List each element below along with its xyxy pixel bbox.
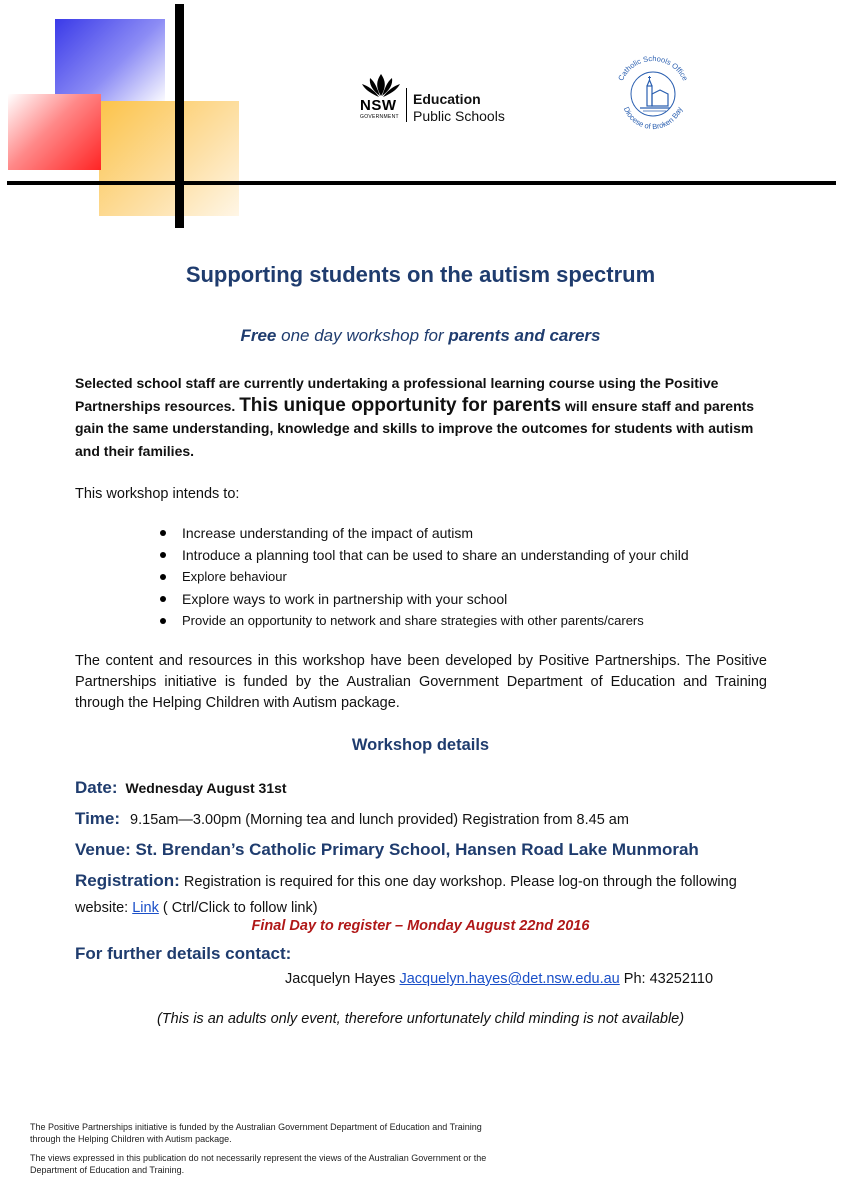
registration-row — [75, 868, 775, 921]
contact-email-link[interactable]: Jacquelyn.hayes@det.nsw.edu.au — [399, 971, 620, 987]
registration-text: Registration is required for this one day workshop. Please log-on through the following website: — [75, 874, 737, 916]
decorative-vertical-bar — [175, 4, 184, 228]
registration-link[interactable]: Link — [132, 900, 159, 916]
bullet-icon — [160, 596, 166, 602]
registration-label: Registration: — [75, 871, 180, 890]
time-row — [75, 809, 629, 829]
list-item — [160, 611, 689, 633]
footer-disclaimer: The views expressed in this publication do not necessarily represent the views of the Australian Government or the Department of Education and Training. — [30, 1153, 487, 1175]
list-item-text: Explore behaviour — [182, 569, 287, 584]
registration-link-hint: ( Ctrl/Click to follow link) — [158, 900, 318, 916]
svg-text:Catholic Schools Office: Catholic Schools Office — [616, 53, 690, 83]
decorative-horizontal-rule — [7, 181, 836, 185]
time-label: Time: — [75, 809, 121, 828]
nsw-government-text: GOVERNMENT — [360, 114, 399, 120]
date-value: Wednesday August 31st — [125, 780, 287, 796]
waratah-logo-icon — [360, 72, 402, 98]
intends-heading: This workshop intends to: — [75, 486, 240, 502]
catholic-schools-seal-icon — [610, 52, 696, 134]
contact-phone: Ph: 43252110 — [619, 971, 714, 987]
footer-funding-note: The Positive Partnerships initiative is funded by the Australian Government Department of Education and Training through the Helping Children with Autism package. — [30, 1122, 482, 1144]
bullet-icon — [160, 530, 166, 536]
intro-emphasis: This unique opportunity for parents — [239, 394, 562, 416]
contact-name: Jacquelyn Hayes — [285, 971, 400, 987]
page-title: Supporting students on the autism spectrum — [185, 262, 656, 287]
svg-text:Diocese of Broken Bay: Diocese of Broken Bay — [621, 105, 685, 132]
subtitle-audience: parents and carers — [448, 326, 601, 345]
list-item-text: Introduce a planning tool that can be used to share an understanding of your child — [182, 547, 689, 563]
bullet-icon — [160, 552, 166, 558]
contact-label: For further details contact: — [75, 944, 292, 963]
decorative-blue-square — [55, 19, 165, 105]
venue: Venue: St. Brendan’s Catholic Primary School, Hansen Road Lake Munmorah — [75, 840, 699, 859]
list-item-text: Increase understanding of the impact of autism — [182, 525, 474, 541]
nsw-logo-text: NSW — [360, 97, 397, 114]
intro-part1: Selected school staff are currently undertaking a professional learning course using the Positive Partnerships resources. — [75, 375, 719, 414]
date-row — [75, 778, 287, 798]
subtitle-free: Free — [240, 326, 277, 345]
intro-part2: will ensure staff and parents gain the same understanding, knowledge and skills to improve the outcomes for students with autism and their families. — [75, 397, 755, 459]
bullet-icon — [160, 618, 166, 624]
decorative-red-square — [8, 94, 101, 170]
list-item-text: Provide an opportunity to network and share strategies with other parents/carers — [182, 613, 644, 628]
bullet-icon — [160, 574, 166, 580]
decorative-orange-square — [99, 101, 239, 216]
subtitle-middle: one day workshop for — [276, 326, 449, 345]
logo-divider — [406, 88, 407, 122]
list-item — [160, 567, 689, 589]
workshop-aims-list — [160, 523, 689, 633]
list-item — [160, 523, 689, 545]
list-item — [160, 589, 689, 611]
contact-line — [285, 971, 713, 987]
content-paragraph: The content and resources in this workshop have been developed by Positive Partnerships. The Positive Partnerships initiative is funded by the Australian Government Department of Education and Training through the Helping Children with Autism package. — [75, 653, 767, 711]
list-item-text: Explore ways to work in partnership with your school — [182, 591, 508, 607]
intro-paragraph — [75, 372, 765, 462]
list-item — [160, 545, 689, 567]
time-value: 9.15am—3.00pm (Morning tea and lunch provided) Registration from 8.45 am — [130, 812, 629, 828]
adults-only-note: (This is an adults only event, therefore unfortunately child minding is not available) — [156, 1011, 685, 1027]
public-schools-text: Public Schools — [413, 108, 505, 124]
date-label: Date: — [75, 778, 118, 797]
subtitle — [0, 326, 841, 346]
final-day-notice: Final Day to register – Monday August 22nd 2016 — [251, 918, 590, 934]
workshop-details-heading: Workshop details — [351, 736, 490, 754]
education-text: Education — [413, 91, 481, 107]
